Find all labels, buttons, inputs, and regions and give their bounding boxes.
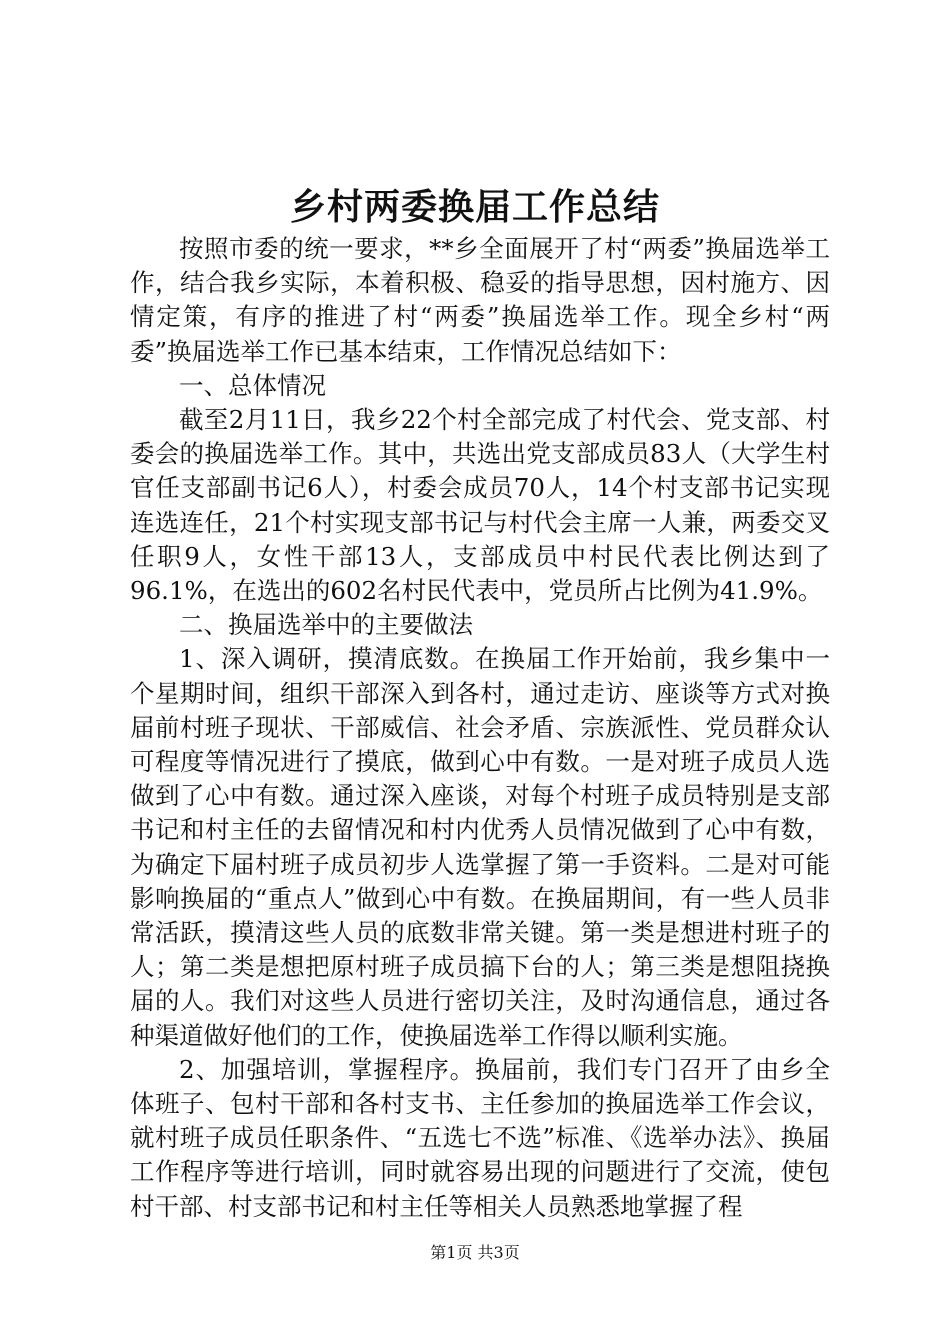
document-title: 乡村两委换届工作总结 <box>289 186 660 228</box>
page-footer: 第1页 共3页 <box>430 1243 520 1262</box>
section-heading-overview: 一、总体情况 <box>179 370 326 400</box>
paragraph-practice-2: 2、加强培训，掌握程序。换届前，我们专门召开了由乡全体班子、包村干部和各村支书、主任参加的换届选举工作会议，就村班子成员任职条件、“五选七不选”标准、《选举办法》、换届工作程序等进行培训，同时就容易出现的问题进行了交流，使包村干部、村支部书记和村主任等相关人员熟悉地掌握了程 <box>130 1054 830 1221</box>
section-heading-practices: 二、换届选举中的主要做法 <box>179 610 473 640</box>
paragraph-intro: 按照市委的统一要求，**乡全面展开了村“两委”换届选举工作，结合我乡实际，本着积极、稳妥的指导思想，因村施方、因情定策，有序的推进了村“两委”换届选举工作。现全乡村“两委”换届选举工作已基本结束，工作情况总结如下： <box>130 234 830 366</box>
paragraph-practice-1: 1、深入调研，摸清底数。在换届工作开始前，我乡集中一个星期时间，组织干部深入到各村，通过走访、座谈等方式对换届前村班子现状、干部威信、社会矛盾、宗族派性、党员群众认可程度等情况进行了摸底，做到心中有数。一是对班子成员人选做到了心中有数。通过深入座谈，对每个村班子成员特别是支部书记和村主任的去留情况和村内优秀人员情况做到了心中有数，为确定下届村班子成员初步人选掌握了第一手资料。二是对可能影响换届的“重点人”做到心中有数。在换届期间，有一些人员非常活跃，摸清这些人员的底数非常关键。第一类是想进村班子的人；第二类是想把原村班子成员搞下台的人；第三类是想阻挠换届的人。我们对这些人员进行密切关注，及时沟通信息，通过各种渠道做好他们的工作，使换届选举工作得以顺利实施。 <box>130 644 830 1050</box>
paragraph-overview: 截至2月11日，我乡22个村全部完成了村代会、党支部、村委会的换届选举工作。其中，共选出党支部成员83人（大学生村官任支部副书记6人），村委会成员70人，14个村支部书记实现连选连任，21个村实现支部书记与村代会主席一人兼，两委交叉任职9人，女性干部13人，支部成员中村民代表比例达到了96.1%，在选出的602名村民代表中，党员所占比例为41.9%。 <box>130 405 830 606</box>
document-body <box>130 232 830 1224</box>
